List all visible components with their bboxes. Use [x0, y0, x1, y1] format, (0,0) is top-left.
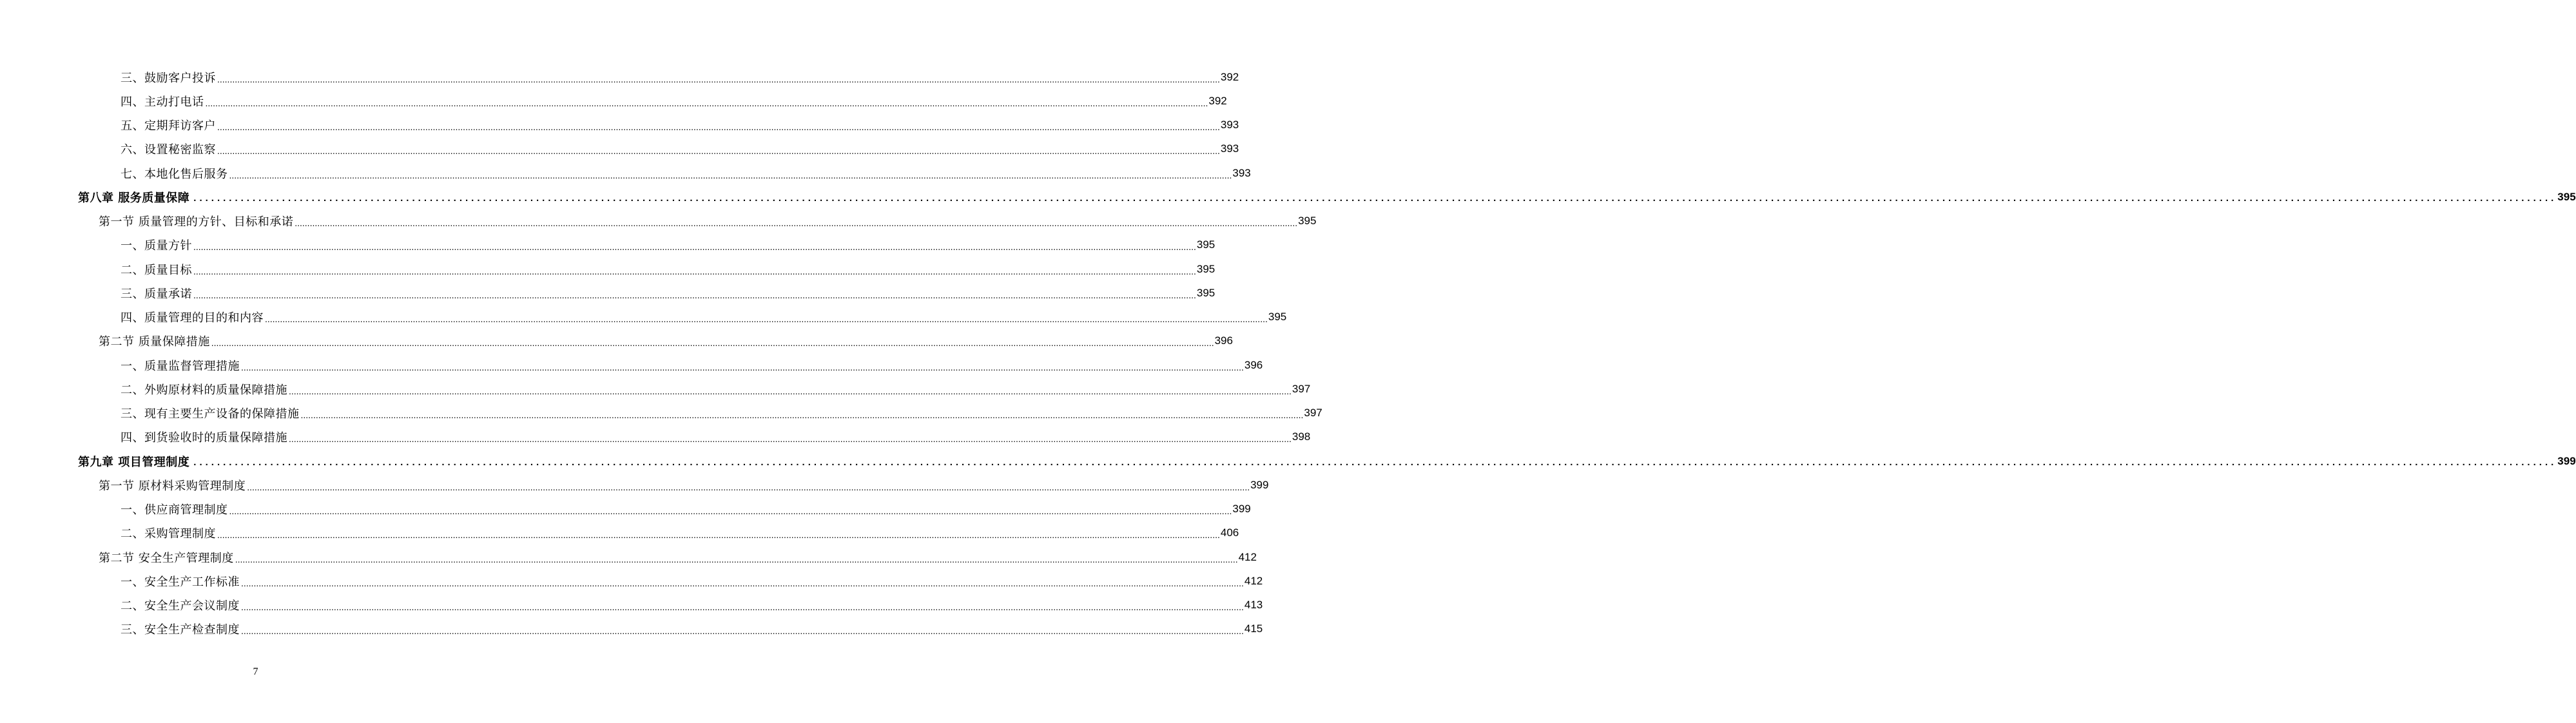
- toc-entry-label: 第九章 项目管理制度: [78, 455, 190, 469]
- toc-entry-item[interactable]: [0, 89, 1227, 113]
- toc-dot-leader: ................................................................................................................................................................................................................................................................................................................................................................................................................: [193, 193, 2557, 204]
- toc-entry-label: 第八章 服务质量保障: [78, 191, 190, 205]
- toc-dot-leader: ................................................................................................................................................................................................................................................................................................................................................................................................................: [241, 577, 1244, 588]
- toc-entry-label: 一、安全生产工作标准: [121, 575, 240, 589]
- toc-entry-label: 三、质量承诺: [121, 287, 192, 301]
- toc-entry-item[interactable]: [0, 137, 1239, 161]
- toc-entry-item[interactable]: [0, 65, 1239, 89]
- page-number: 7: [253, 666, 258, 677]
- toc-dot-leader: ................................................................................................................................................................................................................................................................................................................................................................................................................: [193, 289, 1196, 300]
- toc-entry-page: 412: [1238, 550, 1257, 563]
- toc-dot-leader: ................................................................................................................................................................................................................................................................................................................................................................................................................: [241, 362, 1244, 372]
- toc-entry-page: 412: [1244, 574, 1263, 587]
- toc-entry-label: 二、外购原材料的质量保障措施: [121, 383, 287, 397]
- toc-dot-leader: ................................................................................................................................................................................................................................................................................................................................................................................................................: [247, 481, 1250, 492]
- toc-dot-leader: ................................................................................................................................................................................................................................................................................................................................................................................................................: [300, 410, 1304, 421]
- toc-entry-page: 398: [1292, 430, 1311, 443]
- toc-entry-section[interactable]: [0, 473, 1269, 497]
- toc-dot-leader: ................................................................................................................................................................................................................................................................................................................................................................................................................: [193, 457, 2557, 468]
- toc-entry-item[interactable]: [0, 113, 1239, 137]
- toc-entry-page: 413: [1244, 599, 1263, 612]
- toc-dot-leader: ................................................................................................................................................................................................................................................................................................................................................................................................................: [217, 122, 1220, 133]
- toc-entry-section[interactable]: [0, 545, 1257, 569]
- toc-entry-page: 397: [1304, 407, 1322, 419]
- toc-entry-page: 395: [1298, 215, 1317, 227]
- toc-entry-label: 第二节 安全生产管理制度: [99, 551, 234, 565]
- toc-entry-item[interactable]: [0, 353, 1263, 377]
- toc-entry-page: 399: [1232, 503, 1251, 516]
- toc-entry-item[interactable]: [0, 617, 1263, 641]
- toc-entry-page: 406: [1220, 526, 1239, 539]
- toc-entry-item[interactable]: [0, 257, 1215, 281]
- toc-entry-page: 395: [2557, 190, 2576, 203]
- toc-entry-item[interactable]: [0, 497, 1251, 521]
- toc-dot-leader: ................................................................................................................................................................................................................................................................................................................................................................................................................: [241, 626, 1244, 637]
- toc-entry-label: 二、安全生产会议制度: [121, 599, 240, 613]
- toc-entry-item[interactable]: [0, 377, 1311, 401]
- toc-entry-page: 393: [1220, 119, 1239, 131]
- toc-entry-item[interactable]: [0, 569, 1263, 593]
- toc-entry-section[interactable]: [0, 209, 1317, 233]
- toc-entry-page: 393: [1232, 166, 1251, 179]
- toc-entry-label: 四、质量管理的目的和内容: [121, 311, 264, 325]
- toc-dot-leader: ................................................................................................................................................................................................................................................................................................................................................................................................................: [265, 314, 1268, 325]
- toc-entry-label: 三、鼓励客户投诉: [121, 71, 216, 85]
- toc-entry-label: 一、质量监督管理措施: [121, 359, 240, 373]
- toc-entry-page: 395: [1196, 238, 1215, 251]
- toc-dot-leader: ................................................................................................................................................................................................................................................................................................................................................................................................................: [235, 554, 1238, 564]
- toc-dot-leader: ................................................................................................................................................................................................................................................................................................................................................................................................................: [241, 602, 1244, 613]
- toc-entry-label: 二、质量目标: [121, 263, 192, 277]
- toc-entry-page: 392: [1208, 94, 1227, 107]
- toc-entry-chapter[interactable]: [0, 449, 2576, 473]
- toc-entry-label: 六、设置秘密监察: [121, 143, 216, 157]
- toc-entry-page: 396: [1214, 334, 1233, 347]
- toc-entry-page: 397: [1292, 382, 1311, 395]
- toc-entry-page: 399: [2557, 454, 2576, 467]
- toc-entry-label: 一、供应商管理制度: [121, 503, 228, 517]
- toc-entry-item[interactable]: [0, 305, 1287, 329]
- toc-dot-leader: ................................................................................................................................................................................................................................................................................................................................................................................................................: [229, 169, 1232, 180]
- toc-dot-leader: ................................................................................................................................................................................................................................................................................................................................................................................................................: [229, 506, 1232, 517]
- toc-entry-label: 第二节 质量保障措施: [99, 335, 210, 349]
- table-of-contents: [0, 65, 2576, 641]
- toc-entry-page: 399: [1250, 478, 1269, 491]
- toc-dot-leader: ................................................................................................................................................................................................................................................................................................................................................................................................................: [217, 146, 1220, 157]
- toc-entry-label: 三、安全生产检查制度: [121, 623, 240, 637]
- toc-entry-item[interactable]: [0, 521, 1239, 545]
- toc-entry-label: 五、定期拜访客户: [121, 119, 216, 133]
- toc-entry-label: 七、本地化售后服务: [121, 167, 228, 181]
- toc-dot-leader: ................................................................................................................................................................................................................................................................................................................................................................................................................: [205, 97, 1208, 108]
- toc-entry-label: 四、到货验收时的质量保障措施: [121, 431, 287, 445]
- toc-entry-item[interactable]: [0, 593, 1263, 617]
- toc-dot-leader: ................................................................................................................................................................................................................................................................................................................................................................................................................: [193, 265, 1196, 276]
- toc-entry-page: 393: [1220, 142, 1239, 155]
- toc-entry-label: 一、质量方针: [121, 239, 192, 253]
- toc-entry-item[interactable]: [0, 281, 1215, 305]
- toc-dot-leader: ................................................................................................................................................................................................................................................................................................................................................................................................................: [217, 530, 1220, 541]
- toc-entry-section[interactable]: [0, 329, 1233, 353]
- toc-dot-leader: ................................................................................................................................................................................................................................................................................................................................................................................................................: [289, 385, 1292, 396]
- toc-entry-item[interactable]: [0, 233, 1215, 257]
- toc-entry-label: 第一节 质量管理的方针、目标和承诺: [99, 215, 294, 229]
- toc-entry-item[interactable]: [0, 425, 1311, 449]
- toc-dot-leader: ................................................................................................................................................................................................................................................................................................................................................................................................................: [193, 242, 1196, 253]
- toc-dot-leader: ................................................................................................................................................................................................................................................................................................................................................................................................................: [295, 218, 1298, 229]
- toc-entry-label: 二、采购管理制度: [121, 527, 216, 541]
- toc-entry-page: 395: [1196, 286, 1215, 299]
- toc-entry-item[interactable]: [0, 161, 1251, 185]
- toc-entry-label: 四、主动打电话: [121, 95, 204, 109]
- toc-dot-leader: ................................................................................................................................................................................................................................................................................................................................................................................................................: [217, 73, 1220, 84]
- toc-entry-page: 395: [1268, 311, 1287, 323]
- toc-entry-page: 415: [1244, 622, 1263, 635]
- toc-entry-page: 392: [1220, 70, 1239, 83]
- toc-entry-page: 395: [1196, 262, 1215, 275]
- toc-entry-page: 396: [1244, 358, 1263, 371]
- toc-entry-chapter[interactable]: [0, 185, 2576, 209]
- toc-dot-leader: ................................................................................................................................................................................................................................................................................................................................................................................................................: [289, 434, 1292, 445]
- toc-dot-leader: ................................................................................................................................................................................................................................................................................................................................................................................................................: [211, 338, 1214, 349]
- toc-entry-label: 三、现有主要生产设备的保障措施: [121, 407, 300, 421]
- toc-entry-item[interactable]: [0, 401, 1322, 425]
- toc-entry-label: 第一节 原材料采购管理制度: [99, 479, 246, 493]
